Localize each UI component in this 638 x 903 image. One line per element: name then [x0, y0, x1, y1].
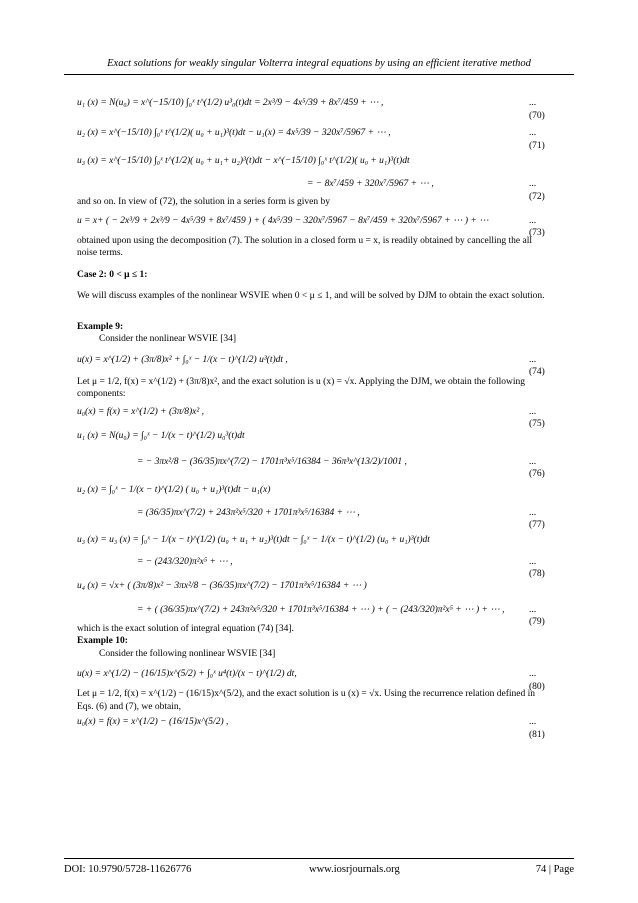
equation-text: u₃ (x) = x^(−15/10) ∫₀ˣ t^(1/2)( u₀ + u₁+ u₂)³(t)dt − x^(−15/10) ∫₀ˣ t^(1/2)( u₀ + u₁)³(t)dt: [77, 156, 410, 166]
header-rule: [64, 74, 574, 75]
equation-73: [77, 209, 547, 238]
equation-72-line1: [77, 148, 547, 174]
equation-text: u₀(x) = f(x) = x^(1/2) + (3π/8)x² ,: [77, 406, 204, 417]
equation-text: u(x) = x^(1/2) − (16/15)x^(5/2) + ∫₀ˣ u⁴(t)/(x − t)^(1/2) dt,: [77, 669, 297, 679]
equation-78-line2: [77, 553, 547, 579]
page-body: [77, 88, 547, 740]
equation-70: [77, 88, 547, 121]
equation-text: u₂ (x) = ∫₀ˣ − 1/(x − t)^(1/2) ( u₀ + u₁)³(t)dt − u₁(x): [77, 484, 271, 495]
equation-71: [77, 118, 547, 151]
equation-text: = + ( (36/35)πx^(7/2) + 243π²x⁵/320 + 1701π³x⁵/16384 + ⋯ ) + ( − (243/320)π²x⁵ + ⋯ ) + ⋯ ,: [137, 604, 505, 615]
running-header: Exact solutions for weakly singular Volterra integral equations by using an efficient iterative method: [107, 58, 531, 69]
equation-text: u₂ (x) = x^(−15/10) ∫₀ˣ t^(1/2)( u₀ + u₁)³(t)dt − u₁(x) = 4x⁵/39 − 320x⁷/5967 + ⋯ ,: [77, 128, 391, 138]
equation-74: [77, 346, 547, 376]
equation-text: = (36/35)πx^(7/2) + 243π²x⁵/320 + 1701π³x⁵/16384 + ⋯ ,: [137, 507, 360, 518]
paragraph: and so on. In view of (72), the solution in a series form is given by: [77, 197, 331, 207]
equation-77-line1: [77, 475, 547, 503]
equation-number: ... (73): [529, 215, 545, 238]
equation-number: ... (77): [529, 507, 545, 530]
equation-76-line1: [77, 423, 547, 449]
paragraph: Consider the following nonlinear WSVIE [34]: [99, 648, 276, 659]
equation-text: u₀(x) = f(x) = x^(1/2) − (16/15)x^(5/2) ,: [77, 717, 229, 727]
equation-75: [77, 401, 547, 429]
equation-77-line2: [77, 503, 547, 530]
equation-number: ... (70): [529, 98, 545, 121]
paragraph: which is the exact solution of integral equation (74) [34].: [77, 623, 294, 634]
equation-79-line1: [77, 573, 547, 599]
paragraph: Let μ = 1/2, f(x) = x^(1/2) + (3π/8)x², and the exact solution is u (x) = √x. Applying the DJM, we obtain the following components:: [77, 376, 526, 399]
equation-text: = − 3πx²/8 − (36/35)πx^(7/2) − 1701π³x⁵/16384 − 36π³x^(13/2)/1001 ,: [137, 456, 407, 467]
equation-text: = − (243/320)π²x⁵ + ⋯ ,: [137, 556, 233, 567]
equation-text: u = x+ ( − 2x³/9 + 2x³/9 − 4x⁵/39 + 8x⁷/459 ) + ( 4x⁵/39 − 320x⁷/5967 − 8x⁷/459 + 320x⁷/5967 + ⋯ ) + ⋯: [77, 215, 489, 226]
equation-81: [77, 713, 547, 740]
equation-text: u(x) = x^(1/2) + (3π/8)x² + ∫₀ˣ − 1/(x − t)^(1/2) u³(t)dt ,: [77, 354, 288, 365]
equation-76-line2: [77, 449, 547, 479]
equation-78-line1: [77, 525, 547, 553]
equation-number: ... (80): [529, 669, 545, 692]
equation-number: ... (76): [529, 456, 545, 479]
example-heading: Example 10:: [77, 636, 128, 646]
paragraph: Consider the nonlinear WSVIE [34]: [99, 334, 237, 344]
equation-text: = − 8x⁷/459 + 320x⁷/5967 + ⋯ ,: [307, 179, 434, 189]
footer-page-number: 74 | Page: [535, 864, 574, 875]
example-heading: Example 9:: [77, 321, 124, 332]
equation-text: u₁ (x) = N(u₀) = x^(−15/10) ∫₀ˣ t^(1/2) u³₀(t)dt = 2x³/9 − 4x⁵/39 + 8x⁷/459 + ⋯ ,: [77, 98, 384, 108]
equation-number: ... (79): [529, 604, 545, 627]
equation-number: ... (71): [529, 128, 545, 151]
footer-website-link[interactable]: www.iosrjournals.org: [309, 864, 400, 875]
paragraph: We will discuss examples of the nonlinear WSVIE when 0 < μ ≤ 1, and will be solved by DJM to obtain the exact solution.: [77, 291, 545, 301]
equation-number: ... (72): [529, 179, 545, 202]
equation-79-line2: [77, 599, 547, 627]
equation-number: ... (78): [529, 556, 545, 579]
equation-number: ... (75): [529, 406, 545, 429]
paragraph: obtained upon using the decomposition (7). The solution in a closed form u = x, is readily obtained by cancelling the all noise terms.: [77, 235, 533, 258]
equation-80: [77, 660, 547, 692]
equation-text: u₄ (x) = √x+ ( (3π/8)x² − 3πx²/8 − (36/35)πx^(7/2) − 1701π³x⁵/16384 + ⋯ ): [77, 580, 367, 591]
equation-text: u₁ (x) = N(u₀) = ∫₀ˣ − 1/(x − t)^(1/2) u₀³(t)dt: [77, 430, 245, 441]
equation-number: ... (74): [529, 354, 545, 377]
equation-number: ... (81): [529, 717, 545, 740]
paragraph: Let μ = 1/2, f(x) = x^(1/2) − (16/15)x^(5/2), and the exact solution is u (x) = √x. Using the recurrence relation defined in Eqs. (6) and (7), we obtain,: [77, 689, 535, 712]
footer-doi: DOI: 10.9790/5728-11626776: [64, 864, 192, 875]
footer-rule: [64, 858, 574, 859]
equation-text: u₃ (x) = u₃ (x) = ∫₀ˣ − 1/(x − t)^(1/2) (u₀ + u₁ + u₂)³(t)dt − ∫₀ˣ − 1/(x − t)^(1/2) (u₀ + u₁)³(t)dt: [77, 534, 430, 545]
section-heading: Case 2: 0 < μ ≤ 1:: [77, 269, 148, 280]
